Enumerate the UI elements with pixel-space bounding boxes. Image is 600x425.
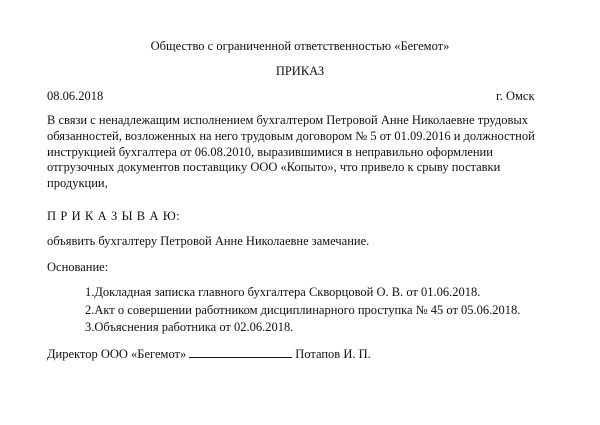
signature-blank [189, 346, 292, 358]
signature-position: Директор ООО «Бегемот» [47, 347, 187, 361]
basis-item: 3.Объяснения работника от 02.06.2018. [85, 320, 294, 334]
order-text: объявить бухгалтеру Петровой Анне Николаевне замечание. [47, 234, 370, 248]
document-city: г. Омск [496, 89, 535, 103]
document-title: ПРИКАЗ [275, 64, 325, 78]
preamble-paragraph [47, 113, 557, 192]
preamble-line: инструкцией бухгалтера от 06.08.2010, выразившимися в неправильно оформлении [47, 144, 493, 159]
document-date: 08.06.2018 [47, 89, 104, 103]
signature-line [47, 346, 371, 362]
preamble-line: обязанностей, возложенных на него трудовым договором № 5 от 01.09.2016 и должностной [47, 128, 535, 143]
preamble-line: отгрузочных документов поставщику ООО «Копыто», что привело к срыву поставки [47, 160, 501, 175]
order-heading: П Р И К А З Ы В А Ю: [47, 209, 181, 223]
signature-name: Потапов И. П. [295, 347, 371, 361]
basis-label: Основание: [47, 260, 109, 274]
organization-name: Общество с ограниченной ответственностью «Бегемот» [150, 39, 450, 53]
basis-list [85, 284, 520, 337]
basis-item: 2.Акт о совершении работником дисциплинарного проступка № 45 от 05.06.2018. [85, 302, 521, 317]
preamble-line: продукции, [47, 176, 108, 191]
basis-item: 1.Докладная записка главного бухгалтера Скворцовой О. В. от 01.06.2018. [85, 285, 481, 299]
preamble-line: В связи с ненадлежащим исполнением бухгалтером Петровой Анне Николаевне трудовых [47, 113, 529, 127]
